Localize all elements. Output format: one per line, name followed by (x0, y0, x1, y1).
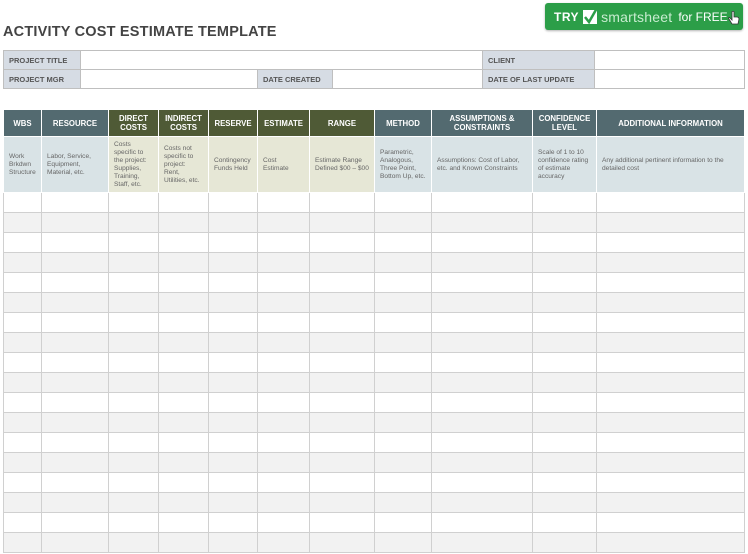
table-row (4, 353, 745, 373)
table-cell[interactable] (109, 533, 159, 553)
pointer-hand-icon (727, 11, 741, 27)
table-cell[interactable] (42, 313, 109, 333)
checkmark-icon (583, 10, 597, 24)
cost-estimate-table (3, 109, 745, 553)
table-cell[interactable] (42, 453, 109, 473)
table-cell[interactable] (432, 253, 533, 273)
table-cell[interactable] (597, 513, 745, 533)
column-header: INDIRECT COSTS (159, 110, 209, 137)
table-cell[interactable] (209, 353, 258, 373)
project-info-table (3, 50, 745, 89)
table-cell[interactable] (42, 413, 109, 433)
table-cell[interactable] (375, 233, 432, 253)
table-cell[interactable] (597, 333, 745, 353)
table-cell[interactable] (597, 473, 745, 493)
table-cell[interactable] (597, 253, 745, 273)
table-cell[interactable] (375, 253, 432, 273)
column-header: CONFIDENCE LEVEL (533, 110, 597, 137)
table-cell[interactable] (533, 193, 597, 213)
table-cell[interactable] (109, 413, 159, 433)
table-cell[interactable] (533, 293, 597, 313)
table-cell[interactable] (597, 413, 745, 433)
client-label: CLIENT (483, 51, 595, 70)
table-cell[interactable] (4, 473, 42, 493)
table-cell[interactable] (310, 373, 375, 393)
table-cell[interactable] (310, 213, 375, 233)
table-cell[interactable] (310, 473, 375, 493)
column-header: RESOURCE (42, 110, 109, 137)
column-header: RESERVE (209, 110, 258, 137)
project-mgr-field[interactable] (81, 70, 258, 89)
table-cell[interactable] (432, 333, 533, 353)
table-cell[interactable] (258, 353, 310, 373)
table-cell[interactable] (4, 353, 42, 373)
table-cell[interactable] (432, 473, 533, 493)
table-cell[interactable] (597, 233, 745, 253)
table-cell[interactable] (209, 533, 258, 553)
table-cell[interactable] (533, 253, 597, 273)
project-title-label: PROJECT TITLE (4, 51, 81, 70)
table-cell[interactable] (4, 453, 42, 473)
date-created-label: DATE CREATED (258, 70, 333, 89)
table-cell[interactable] (375, 293, 432, 313)
table-cell[interactable] (432, 453, 533, 473)
column-description: Cost Estimate (258, 137, 310, 193)
table-cell[interactable] (159, 493, 209, 513)
table-cell[interactable] (533, 373, 597, 393)
table-cell[interactable] (109, 473, 159, 493)
table-cell[interactable] (42, 333, 109, 353)
table-cell[interactable] (209, 393, 258, 413)
table-cell[interactable] (109, 333, 159, 353)
column-header: RANGE (310, 110, 375, 137)
column-description: Any additional pertinent information to the detailed cost (597, 137, 745, 193)
table-cell[interactable] (159, 413, 209, 433)
column-header: DIRECT COSTS (109, 110, 159, 137)
table-cell[interactable] (159, 253, 209, 273)
table-cell[interactable] (109, 213, 159, 233)
table-cell[interactable] (42, 213, 109, 233)
table-cell[interactable] (597, 373, 745, 393)
column-header: ASSUMPTIONS & CONSTRAINTS (432, 110, 533, 137)
table-cell[interactable] (533, 433, 597, 453)
table-cell[interactable] (209, 253, 258, 273)
table-cell[interactable] (159, 333, 209, 353)
table-cell[interactable] (209, 413, 258, 433)
table-cell[interactable] (533, 413, 597, 433)
table-cell[interactable] (597, 273, 745, 293)
table-cell[interactable] (109, 233, 159, 253)
table-row (4, 213, 745, 233)
table-cell[interactable] (310, 273, 375, 293)
table-cell[interactable] (597, 353, 745, 373)
table-cell[interactable] (597, 213, 745, 233)
table-cell[interactable] (597, 313, 745, 333)
table-cell[interactable] (533, 313, 597, 333)
table-cell[interactable] (109, 373, 159, 393)
table-cell[interactable] (4, 213, 42, 233)
table-cell[interactable] (42, 233, 109, 253)
table-row (4, 273, 745, 293)
table-cell[interactable] (258, 433, 310, 453)
table-cell[interactable] (42, 353, 109, 373)
table-cell[interactable] (310, 233, 375, 253)
column-description: Contingency Funds Held (209, 137, 258, 193)
table-cell[interactable] (258, 413, 310, 433)
table-cell[interactable] (4, 333, 42, 353)
description-row (4, 137, 745, 193)
try-smartsheet-banner[interactable] (545, 3, 743, 30)
table-cell[interactable] (258, 513, 310, 533)
table-cell[interactable] (258, 333, 310, 353)
table-cell[interactable] (4, 293, 42, 313)
table-cell[interactable] (375, 453, 432, 473)
table-cell[interactable] (533, 233, 597, 253)
table-cell[interactable] (109, 313, 159, 333)
table-cell[interactable] (258, 373, 310, 393)
table-cell[interactable] (109, 493, 159, 513)
column-description: Scale of 1 to 10 confidence rating of estimate accuracy (533, 137, 597, 193)
table-cell[interactable] (159, 353, 209, 373)
table-row (4, 493, 745, 513)
table-cell[interactable] (42, 533, 109, 553)
table-cell[interactable] (209, 313, 258, 333)
table-cell[interactable] (109, 193, 159, 213)
table-cell[interactable] (533, 393, 597, 413)
table-cell[interactable] (209, 293, 258, 313)
table-cell[interactable] (310, 333, 375, 353)
table-cell[interactable] (258, 193, 310, 213)
table-cell[interactable] (209, 273, 258, 293)
table-cell[interactable] (533, 453, 597, 473)
table-row (4, 433, 745, 453)
table-cell[interactable] (258, 293, 310, 313)
column-description: Assumptions: Cost of Labor, etc. and Known Constraints (432, 137, 533, 193)
table-row (4, 293, 745, 313)
column-description: Costs specific to the project: Supplies, Training, Staff, etc. (109, 137, 159, 193)
table-row (4, 533, 745, 553)
table-cell[interactable] (432, 193, 533, 213)
column-header: ADDITIONAL INFORMATION (597, 110, 745, 137)
table-cell[interactable] (4, 533, 42, 553)
table-cell[interactable] (209, 513, 258, 533)
table-cell[interactable] (432, 433, 533, 453)
date-created-field[interactable] (333, 70, 483, 89)
table-cell[interactable] (258, 253, 310, 273)
table-cell[interactable] (258, 393, 310, 413)
table-cell[interactable] (4, 433, 42, 453)
table-cell[interactable] (533, 533, 597, 553)
table-cell[interactable] (42, 493, 109, 513)
table-cell[interactable] (258, 233, 310, 253)
table-cell[interactable] (159, 393, 209, 413)
table-cell[interactable] (533, 333, 597, 353)
table-cell[interactable] (4, 233, 42, 253)
table-cell[interactable] (597, 433, 745, 453)
table-cell[interactable] (533, 213, 597, 233)
column-header: WBS (4, 110, 42, 137)
table-cell[interactable] (375, 333, 432, 353)
table-cell[interactable] (4, 413, 42, 433)
table-cell[interactable] (109, 353, 159, 373)
table-cell[interactable] (432, 413, 533, 433)
table-cell[interactable] (310, 313, 375, 333)
table-cell[interactable] (432, 393, 533, 413)
column-header: METHOD (375, 110, 432, 137)
table-cell[interactable] (375, 353, 432, 373)
table-cell[interactable] (4, 253, 42, 273)
table-cell[interactable] (432, 493, 533, 513)
table-cell[interactable] (109, 393, 159, 413)
table-cell[interactable] (159, 513, 209, 533)
column-description: Estimate Range Defined $00 – $00 (310, 137, 375, 193)
table-cell[interactable] (597, 453, 745, 473)
table-cell[interactable] (258, 493, 310, 513)
promo-free: for FREE (678, 9, 728, 24)
table-cell[interactable] (310, 493, 375, 513)
table-cell[interactable] (4, 193, 42, 213)
table-cell[interactable] (432, 353, 533, 373)
table-cell[interactable] (375, 273, 432, 293)
table-cell[interactable] (42, 473, 109, 493)
table-cell[interactable] (533, 473, 597, 493)
table-cell[interactable] (375, 513, 432, 533)
page-title: ACTIVITY COST ESTIMATE TEMPLATE (3, 24, 277, 40)
table-cell[interactable] (4, 493, 42, 513)
table-cell[interactable] (42, 373, 109, 393)
table-row (4, 313, 745, 333)
table-cell[interactable] (109, 513, 159, 533)
table-cell[interactable] (159, 233, 209, 253)
table-cell[interactable] (159, 373, 209, 393)
table-row (4, 333, 745, 353)
table-row (4, 233, 745, 253)
table-cell[interactable] (258, 453, 310, 473)
table-cell[interactable] (209, 233, 258, 253)
table-cell[interactable] (258, 273, 310, 293)
table-cell[interactable] (310, 353, 375, 373)
table-row (4, 473, 745, 493)
table-cell[interactable] (310, 513, 375, 533)
table-cell[interactable] (310, 293, 375, 313)
table-cell[interactable] (159, 313, 209, 333)
date-last-update-label: DATE OF LAST UPDATE (483, 70, 595, 89)
table-cell[interactable] (258, 313, 310, 333)
project-mgr-label: PROJECT MGR (4, 70, 81, 89)
table-cell[interactable] (109, 293, 159, 313)
table-cell[interactable] (159, 533, 209, 553)
table-cell[interactable] (4, 313, 42, 333)
table-cell[interactable] (109, 273, 159, 293)
table-cell[interactable] (209, 493, 258, 513)
table-cell[interactable] (375, 493, 432, 513)
table-cell[interactable] (4, 373, 42, 393)
column-description: Parametric, Analogous, Three Point, Bottom Up, etc. (375, 137, 432, 193)
table-cell[interactable] (375, 313, 432, 333)
table-cell[interactable] (533, 273, 597, 293)
table-cell[interactable] (310, 393, 375, 413)
table-cell[interactable] (258, 533, 310, 553)
table-cell[interactable] (42, 293, 109, 313)
table-cell[interactable] (375, 213, 432, 233)
column-description: Labor, Service, Equipment, Material, etc. (42, 137, 109, 193)
table-cell[interactable] (159, 273, 209, 293)
table-cell[interactable] (375, 193, 432, 213)
table-cell[interactable] (533, 493, 597, 513)
table-cell[interactable] (432, 513, 533, 533)
table-row (4, 453, 745, 473)
table-row (4, 373, 745, 393)
table-cell[interactable] (597, 193, 745, 213)
table-cell[interactable] (109, 253, 159, 273)
table-cell[interactable] (597, 493, 745, 513)
table-cell[interactable] (209, 473, 258, 493)
table-cell[interactable] (159, 213, 209, 233)
table-cell[interactable] (375, 373, 432, 393)
table-cell[interactable] (159, 453, 209, 473)
table-cell[interactable] (109, 453, 159, 473)
table-cell[interactable] (597, 393, 745, 413)
table-cell[interactable] (258, 213, 310, 233)
table-cell[interactable] (209, 433, 258, 453)
table-cell[interactable] (533, 353, 597, 373)
table-row (4, 393, 745, 413)
table-cell[interactable] (375, 473, 432, 493)
table-cell[interactable] (375, 413, 432, 433)
table-cell[interactable] (42, 253, 109, 273)
date-last-update-field[interactable] (595, 70, 745, 89)
table-cell[interactable] (42, 273, 109, 293)
table-cell[interactable] (432, 313, 533, 333)
table-cell[interactable] (432, 293, 533, 313)
table-cell[interactable] (4, 273, 42, 293)
table-cell[interactable] (42, 513, 109, 533)
table-cell[interactable] (597, 293, 745, 313)
table-cell[interactable] (258, 473, 310, 493)
table-cell[interactable] (42, 433, 109, 453)
table-row (4, 513, 745, 533)
table-row (4, 413, 745, 433)
table-cell[interactable] (310, 253, 375, 273)
header-row (4, 110, 745, 137)
promo-try: TRY (554, 9, 580, 24)
column-description: Work Brkdwn Structure (4, 137, 42, 193)
table-cell[interactable] (432, 273, 533, 293)
table-cell[interactable] (375, 393, 432, 413)
table-row (4, 253, 745, 273)
column-description: Costs not specific to project: Rent, Utilities, etc. (159, 137, 209, 193)
table-cell[interactable] (42, 393, 109, 413)
table-cell[interactable] (159, 433, 209, 453)
project-title-field[interactable] (81, 51, 483, 70)
promo-brand: smartsheet (601, 8, 673, 25)
table-cell[interactable] (432, 213, 533, 233)
table-cell[interactable] (375, 533, 432, 553)
column-header: ESTIMATE (258, 110, 310, 137)
table-cell[interactable] (533, 513, 597, 533)
table-cell[interactable] (209, 373, 258, 393)
table-cell[interactable] (159, 293, 209, 313)
table-cell[interactable] (4, 513, 42, 533)
table-cell[interactable] (432, 373, 533, 393)
table-cell[interactable] (310, 453, 375, 473)
table-cell[interactable] (109, 433, 159, 453)
table-cell[interactable] (159, 193, 209, 213)
table-row (4, 193, 745, 213)
table-cell[interactable] (597, 533, 745, 553)
table-cell[interactable] (159, 473, 209, 493)
table-cell[interactable] (310, 533, 375, 553)
table-cell[interactable] (209, 193, 258, 213)
table-cell[interactable] (432, 233, 533, 253)
table-cell[interactable] (209, 453, 258, 473)
table-cell[interactable] (4, 393, 42, 413)
table-cell[interactable] (310, 413, 375, 433)
table-cell[interactable] (432, 533, 533, 553)
table-cell[interactable] (209, 333, 258, 353)
table-cell[interactable] (42, 193, 109, 213)
table-cell[interactable] (375, 433, 432, 453)
table-cell[interactable] (310, 433, 375, 453)
table-cell[interactable] (209, 213, 258, 233)
table-cell[interactable] (310, 193, 375, 213)
client-field[interactable] (595, 51, 745, 70)
